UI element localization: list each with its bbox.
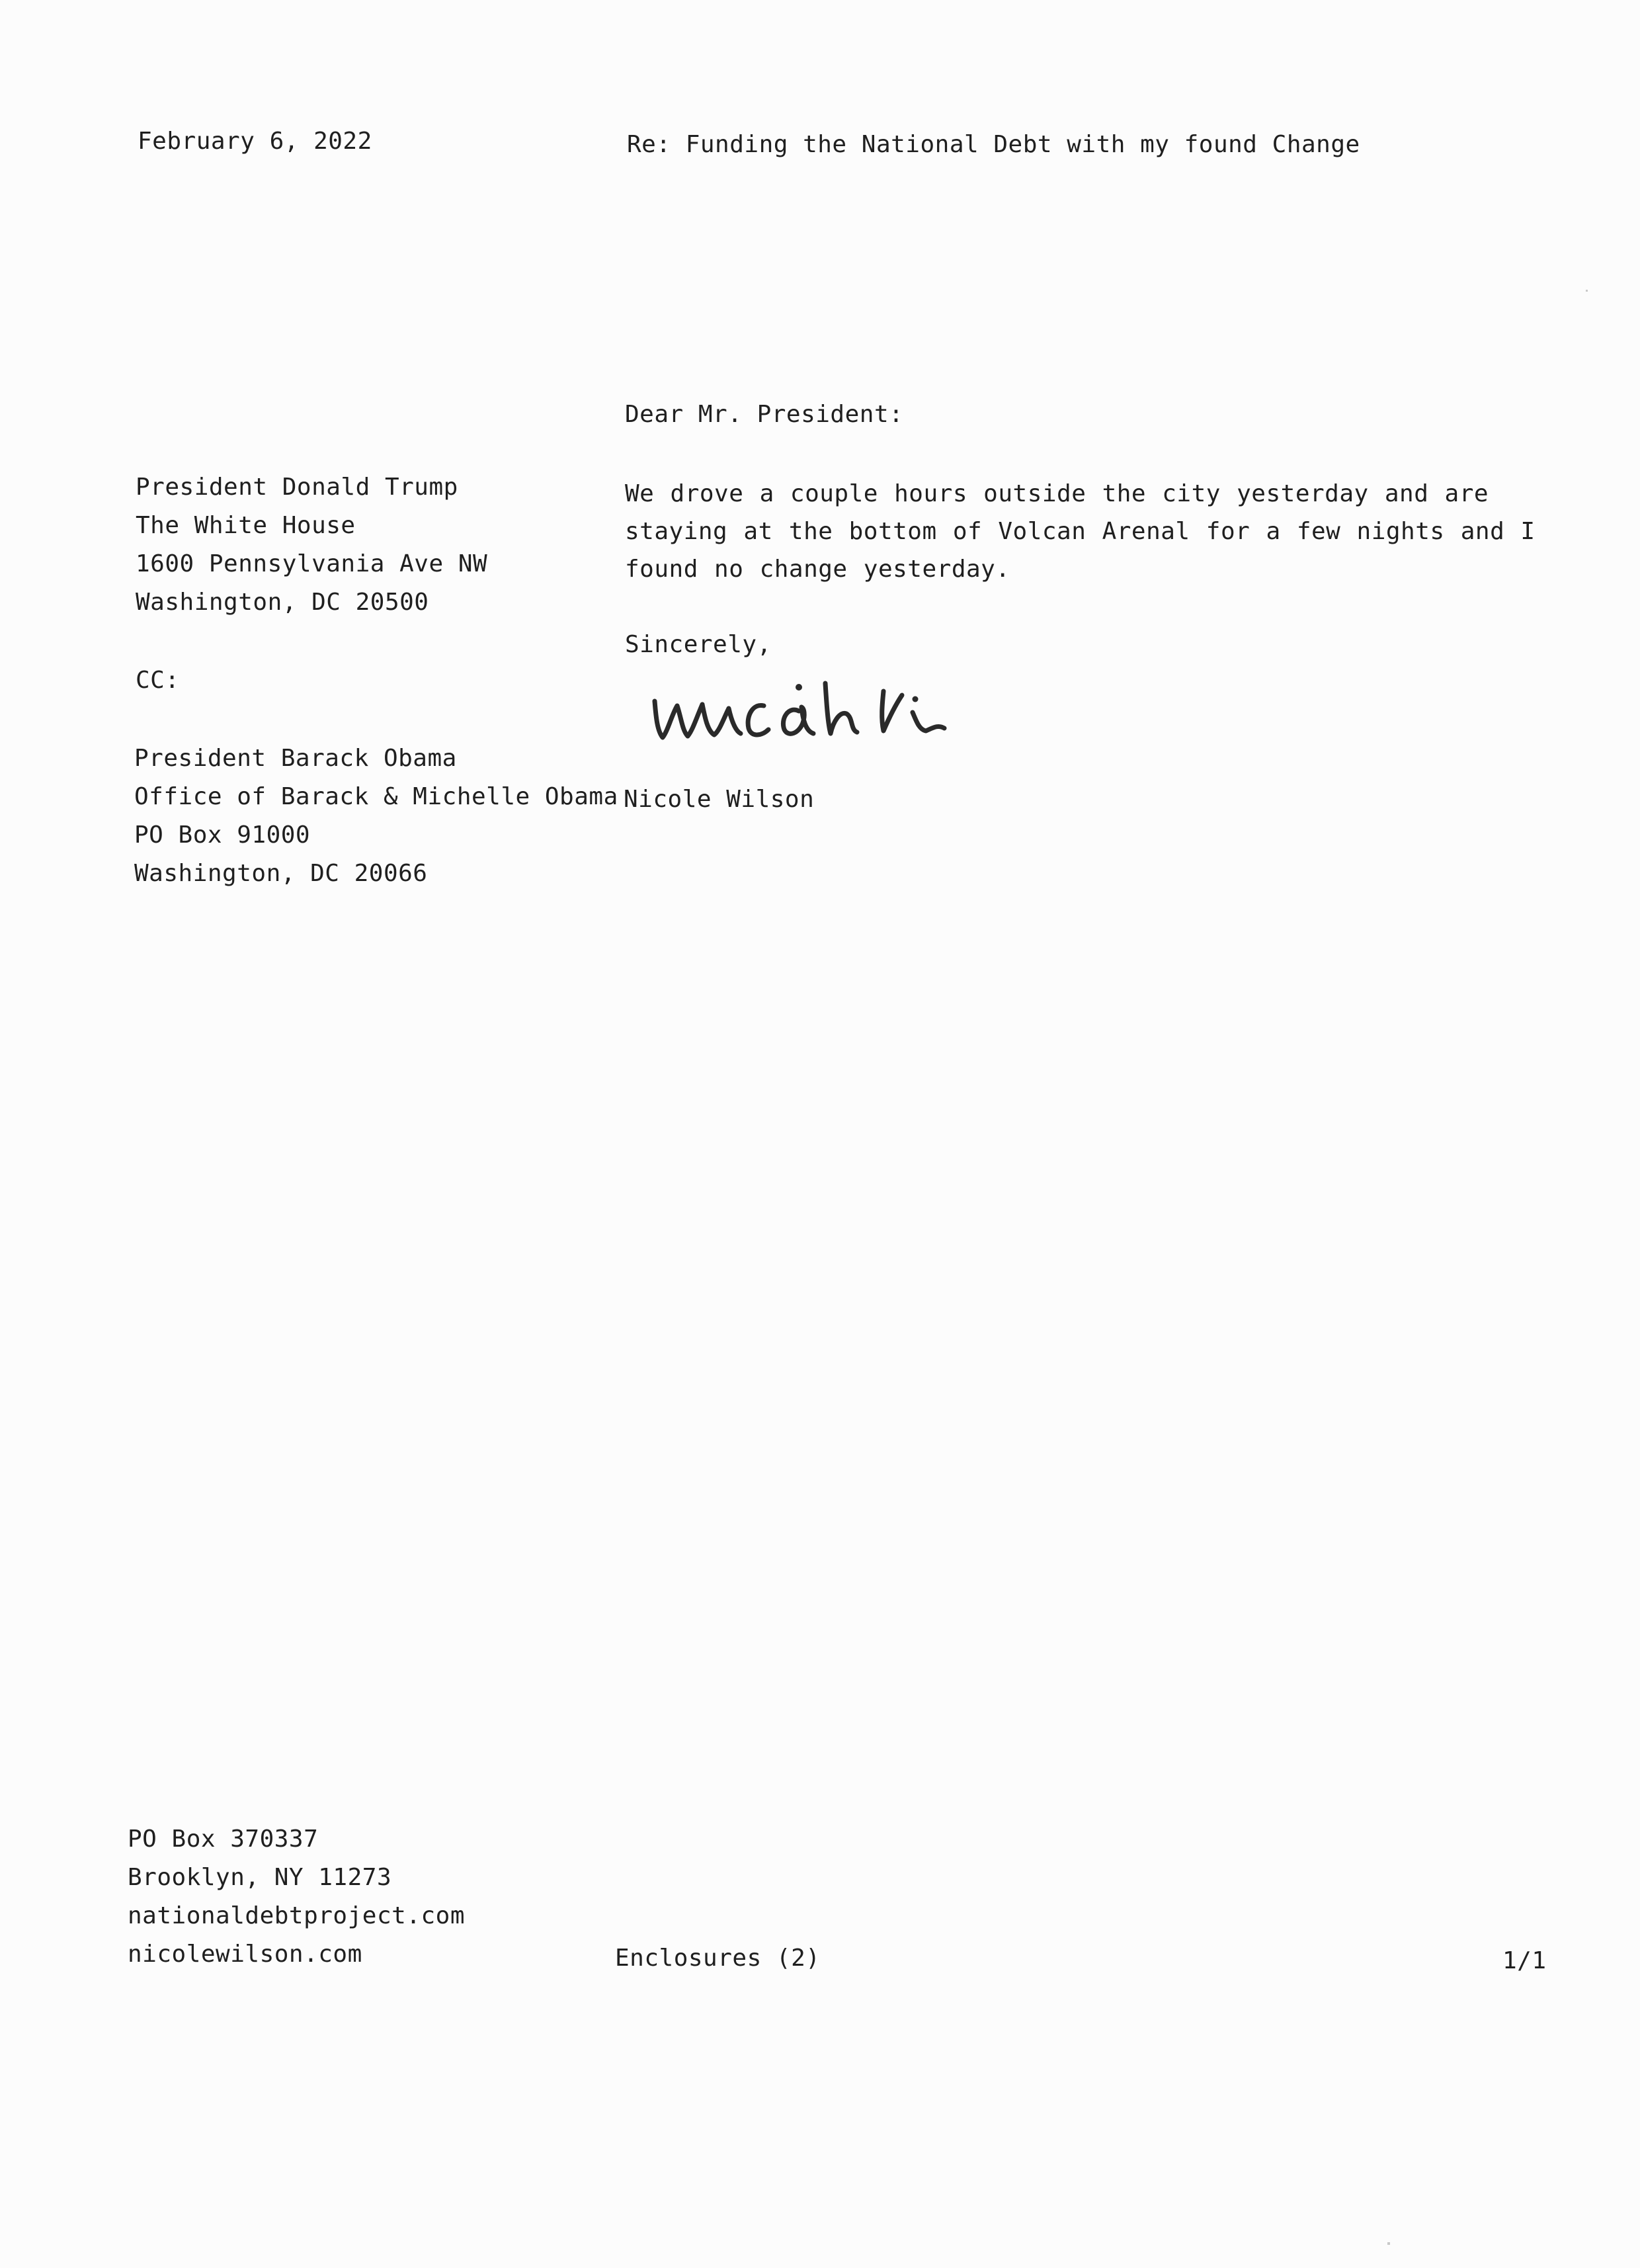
recipient-address <box>136 468 487 622</box>
recipient-line: The White House <box>136 512 356 539</box>
letter-body: We drove a couple hours outside the city yesterday and are staying at the bottom of Volcan Arenal for a few nights and I found no change yesterday. <box>625 480 1536 583</box>
recipient-line: President Donald Trump <box>136 474 458 501</box>
signature-image <box>648 665 1018 764</box>
recipient-line: Washington, DC 20500 <box>136 589 429 616</box>
letter-subject: Re: Funding the National Debt with my found Change <box>627 131 1360 158</box>
letter-date: February 6, 2022 <box>138 128 372 155</box>
signer-name: Nicole Wilson <box>624 786 815 813</box>
sender-line: Brooklyn, NY 11273 <box>128 1864 392 1891</box>
sender-website: nationaldebtproject.com <box>128 1902 465 1929</box>
salutation: Dear Mr. President: <box>625 401 904 428</box>
cc-label: CC: <box>136 667 180 694</box>
cc-address <box>134 739 618 893</box>
cc-line: Office of Barack & Michelle Obama <box>134 783 618 810</box>
cc-line: Washington, DC 20066 <box>134 860 428 887</box>
page-number: 1/1 <box>1502 1947 1547 1974</box>
enclosures-note: Enclosures (2) <box>615 1945 821 1972</box>
sender-address <box>128 1820 465 1974</box>
scan-speck <box>1586 290 1588 292</box>
recipient-line: 1600 Pennsylvania Ave NW <box>136 550 488 577</box>
closing: Sincerely, <box>625 631 772 658</box>
cc-line: PO Box 91000 <box>134 821 311 849</box>
cc-line: President Barack Obama <box>134 745 457 772</box>
scan-speck <box>1387 2242 1390 2245</box>
sender-website: nicolewilson.com <box>128 1941 362 1968</box>
sender-line: PO Box 370337 <box>128 1826 319 1853</box>
